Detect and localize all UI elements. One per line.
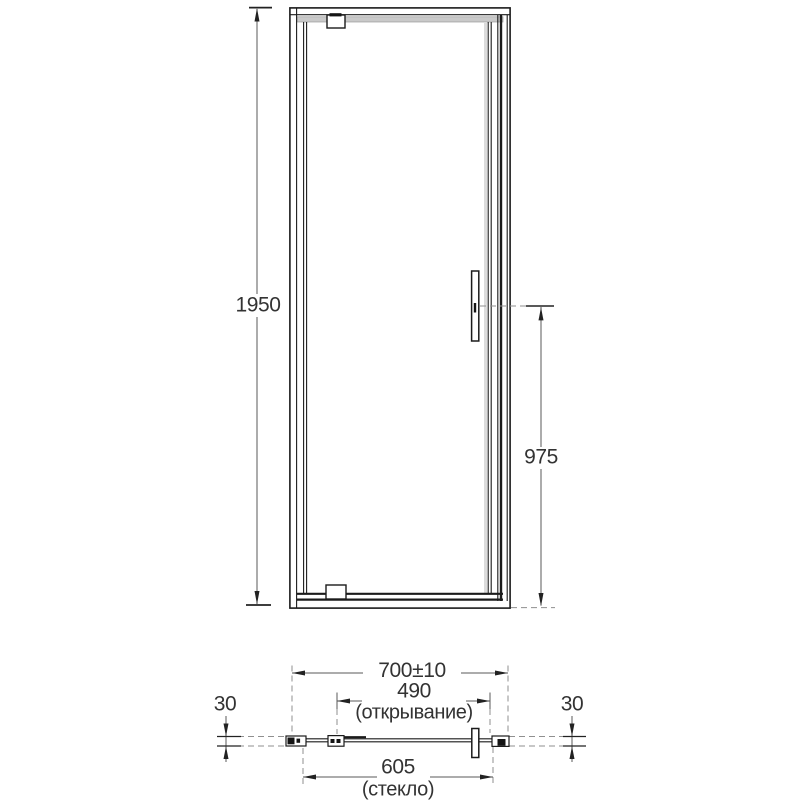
plan-view [228, 729, 586, 758]
dim-glass-arrow-left [303, 775, 316, 780]
plan-pivot-hinge-block-a [331, 739, 335, 743]
dim-height-arrow-down [255, 591, 260, 604]
plan-pivot-hinge [328, 736, 344, 747]
dim-handle-arrow-up [539, 307, 544, 320]
dim-height-arrow-up [255, 8, 260, 21]
door-handle-grip-mark [474, 303, 476, 313]
plan-right-profile-insert [498, 739, 506, 746]
plan-left-profile-screw [297, 739, 301, 743]
glass-right-shading [484, 22, 487, 593]
dim-profile-left-arrow-down [224, 724, 229, 737]
dim-profile-left-label: 30 [213, 692, 237, 716]
dim-overall-width-label: 700±10 [378, 659, 446, 683]
top-pivot-hinge [327, 15, 345, 28]
dim-profile-right-arrow-down [570, 724, 575, 737]
dim-opening-caption: (открывание) [355, 701, 473, 724]
dim-overall-arrow-right [495, 671, 508, 676]
plan-pivot-hinge-block-b [337, 739, 341, 743]
dim-glass-width-label: 605 [381, 755, 415, 779]
dim-opening-arrow-right [477, 699, 490, 704]
dim-profile-right-label: 30 [560, 692, 584, 716]
plan-door-handle [472, 729, 479, 758]
dim-opening-width [337, 680, 490, 734]
dim-height-label: 1950 [235, 293, 281, 317]
dim-opening-arrow-left [337, 699, 350, 704]
dim-opening-width-label: 490 [397, 679, 431, 703]
dim-profile-left [214, 693, 241, 762]
dim-profile-right-arrow-up [570, 746, 575, 759]
top-pivot-hinge-cap [330, 13, 342, 16]
dim-glass-arrow-right [480, 775, 493, 780]
dim-glass-width [303, 747, 493, 800]
dim-handle-height-label: 975 [524, 445, 558, 469]
dim-overall-arrow-left [292, 671, 305, 676]
dim-profile-right [561, 693, 586, 762]
front-view [290, 8, 510, 608]
plan-left-profile-insert [288, 738, 295, 745]
dim-glass-caption: (стекло) [361, 778, 435, 800]
dim-profile-left-arrow-up [224, 746, 229, 759]
dim-handle-arrow-down [539, 593, 544, 606]
bottom-pivot-hinge [326, 585, 346, 599]
dim-height [235, 8, 280, 605]
